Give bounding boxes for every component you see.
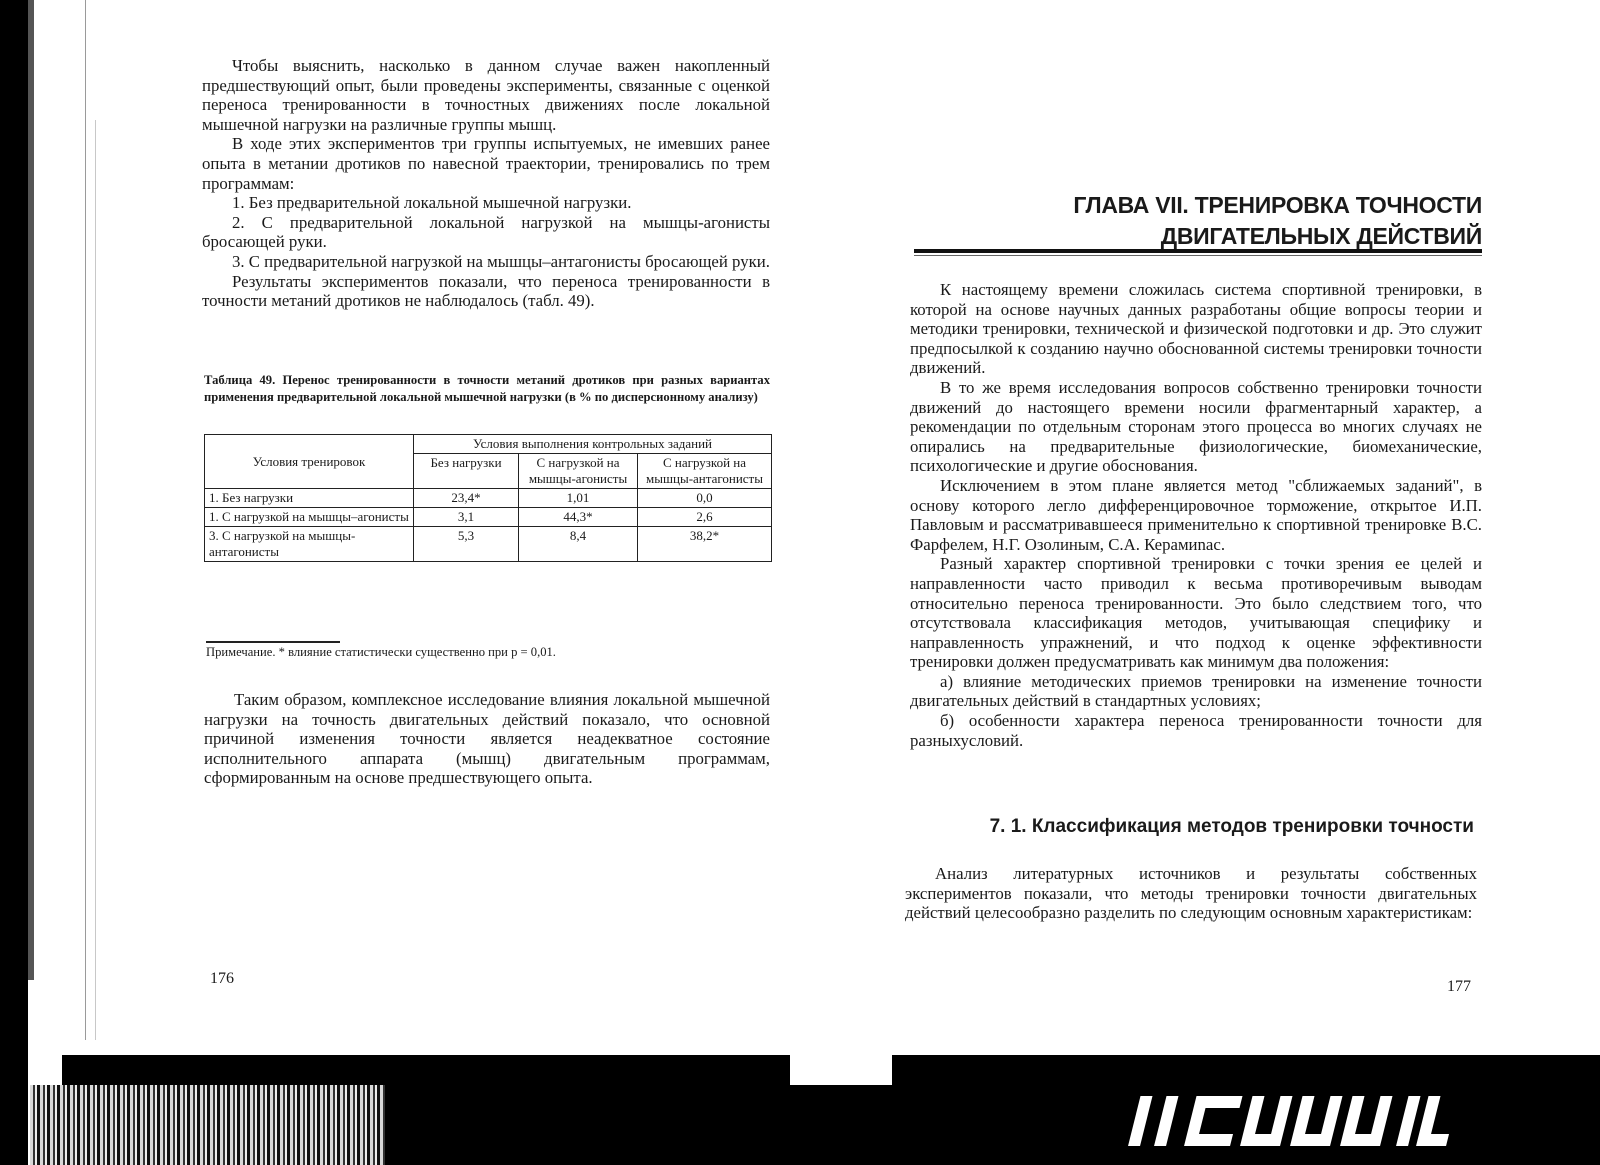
table-header-cell: С нагрузкой на мышцы-агонисты — [519, 454, 638, 489]
table-header-cell: С нагрузкой на мышцы-антагонисты — [638, 454, 772, 489]
table-row — [205, 527, 772, 562]
list-item: а) влияние методических приемов тренировки на изменение точности двигательных действий в стандартных условиях; — [910, 671, 1482, 711]
paragraph: Чтобы выяснить, насколько в данном случае важен накопленный предшествующий опыт, были проведены эксперименты, связанные с оценкой переноса тренированности в точностных движениях после локальной мышечной нагрузки на различные группы мышц. — [202, 56, 770, 134]
paragraph: Разный характер спортивной тренировки с точки зрения ее целей и направленности часто приводил к весьма противоречивым выводам относительно переноса тренированности. Это было следствием того, что отсутствовала классификация методов, учитывающая специфику и направленность упражнений, и что подход к оценке эффективности тренировки должен предусматривать как минимум два положения: — [910, 554, 1482, 672]
table-cell: 0,0 — [638, 489, 772, 508]
table-cell: 1. Без нагрузки — [205, 489, 414, 508]
chapter-title-line: ГЛАВА VII. ТРЕНИРОВКА ТОЧНОСТИ — [1073, 192, 1482, 218]
paragraph: Результаты экспериментов показали, что переноса тренированности в точности метаний дротиков не наблюдалось (табл. 49). — [202, 271, 770, 311]
table-cell: 1,01 — [519, 489, 638, 508]
list-item: 1. Без предварительной локальной мышечной нагрузки. — [232, 193, 632, 213]
list-item: 2. С предварительной локальной нагрузкой на мышцы-агонисты бросающей руки. — [202, 212, 770, 252]
table-header-cell: Условия тренировок — [205, 435, 414, 489]
list-item: 3. С предварительной нагрузкой на мышцы–антагонисты бросающей руки. — [232, 251, 770, 271]
right-page-section-body — [905, 864, 1477, 923]
table-cell: 2,6 — [638, 508, 772, 527]
table-cell: 5,3 — [414, 527, 519, 562]
scan-band-gap — [790, 1055, 892, 1085]
table-cell: 3. С нагрузкой на мышцы-антагонисты — [205, 527, 414, 562]
left-page-conclusion — [204, 690, 770, 788]
list-item: б) особенности характера переноса тренированности точности для разныхусловий. — [910, 711, 1482, 750]
table-row — [205, 489, 772, 508]
footnote-rule — [206, 641, 340, 643]
page-number: 176 — [210, 970, 234, 987]
table-cell: 1. С нагрузкой на мышцы–агонисты — [205, 508, 414, 527]
table-header-row — [205, 435, 772, 454]
right-page-body — [910, 280, 1482, 750]
left-page-body — [202, 56, 770, 311]
table-header-cell: Без нагрузки — [414, 454, 519, 489]
paragraph: В ходе этих экспериментов три группы испытуемых, не имевших ранее опыта в метании дротиков по навесной траектории, тренировались по трем программам: — [202, 134, 770, 193]
scan-noise-pattern — [30, 1085, 385, 1165]
table-note: Примечание. * влияние статистически существенно при р = 0,01. — [206, 645, 556, 659]
data-table — [204, 434, 772, 562]
table-cell: 44,3* — [519, 508, 638, 527]
paragraph: В то же время исследования вопросов собственно тренировки точности движений до настоящего времени носили фрагментарный характер, а рекомендации по отдельным сторонам этого процесса во многих случаях не опирались на предварительные физиологические, биомеханические, психологические и другие обоснования. — [910, 377, 1482, 476]
chapter-title-line: ДВИГАТЕЛЬНЫХ ДЕЙСТВИЙ — [1160, 223, 1482, 249]
table-cell: 38,2* — [638, 527, 772, 562]
paragraph: Таким образом, комплексное исследование влияния локальной мышечной нагрузки на точность двигательных действий показало, что основной причиной изменения точности является неадекватное состояние исполнительного аппарата (мышц) двигательным программам, сформированным на основе предшествующего опыта. — [204, 690, 770, 788]
chapter-rule-thin — [914, 255, 1482, 256]
scan-artifact-lettering — [1120, 1090, 1500, 1152]
table-cell: 23,4* — [414, 489, 519, 508]
paragraph: Исключением в этом плане является метод "сближаемых заданий", в основу которого легло дифференцировочное торможение, открытое И.П. Павловым и рассматривавшееся применительно к спортивной тренировке В.С. Фарфелем, Н.Г. Озолиным, С.А. Керамиnас. — [910, 475, 1482, 554]
paragraph: К настоящему времени сложилась система спортивной тренировки, в которой на основе научных данных разработаны общие вопросы теории и методики тренировки, технической и физической подготовки и др. Это служит предпосылкой к созданию научно обоснованной системы тренировки точности движений. — [910, 280, 1482, 378]
section-title: 7. 1. Классификация методов тренировки точности — [989, 816, 1474, 837]
table-cell: 3,1 — [414, 508, 519, 527]
table-cell: 8,4 — [519, 527, 638, 562]
chapter-title — [950, 190, 1482, 252]
paragraph: Анализ литературных источников и результаты собственных экспериментов показали, что методы тренировки точности двигательных действий целесообразно разделить по следующим основным характеристикам: — [905, 864, 1477, 923]
page-number: 177 — [1447, 978, 1471, 995]
chapter-rule — [914, 249, 1482, 253]
table-group-header: Условия выполнения контрольных заданий — [414, 435, 772, 454]
table-caption: Таблица 49. Перенос тренированности в точности метаний дротиков при разных вариантах применения предварительной локальной мышечной нагрузки (в % по дисперсионному анализу) — [204, 373, 770, 404]
table-row — [205, 508, 772, 527]
right-page — [800, 0, 1600, 1165]
